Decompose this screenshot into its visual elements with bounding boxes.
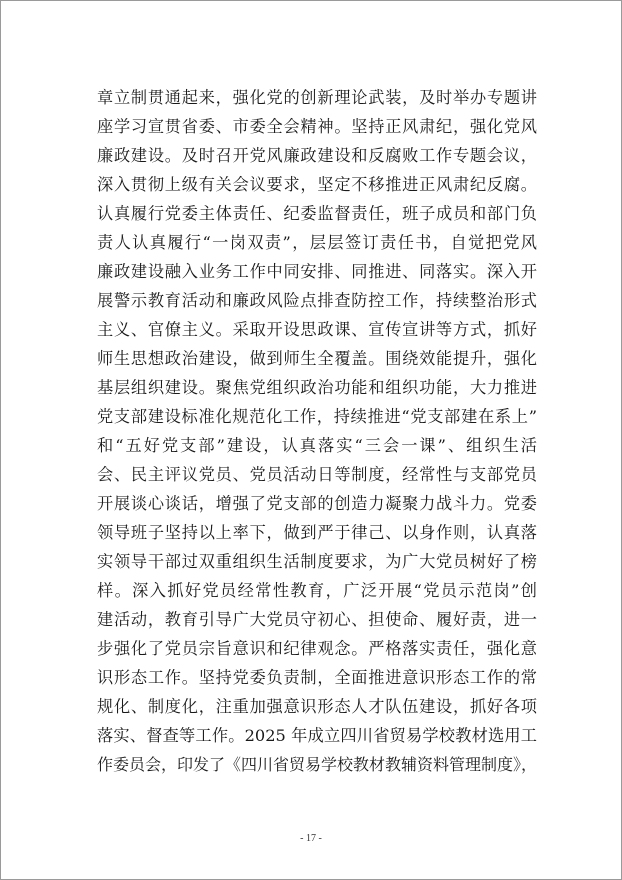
body-text (97, 83, 537, 779)
text-line: 党支部建设标准化规范化工作，持续推进“党支部建在系上” (97, 407, 537, 426)
page-number: - 17 - (300, 833, 322, 844)
text-line: 步强化了党员宗旨意识和纪律观念。严格落实责任，强化意 (97, 639, 537, 658)
text-line: 章立制贯通起来，强化党的创新理论武装，及时举办专题讲 (97, 88, 537, 107)
text-line: 作委员会，印发了《四川省贸易学校教材教辅资料管理制度》， (97, 755, 537, 774)
text-line: 主义、官僚主义。采取开设思政课、宣传宣讲等方式，抓好 (97, 320, 537, 339)
text-line: 实领导干部过双重组织生活制度要求，为广大党员树好了榜 (97, 552, 537, 571)
text-line: 廉政建设融入业务工作中同安排、同推进、同落实。深入开 (97, 262, 537, 281)
text-line: 会、民主评议党员、党员活动日等制度，经常性与支部党员 (97, 465, 537, 484)
text-line: 规化、制度化，注重加强意识形态人才队伍建设，抓好各项 (97, 697, 537, 716)
text-line: 领导班子坚持以上率下，做到严于律己、以身作则，认真落 (97, 523, 537, 542)
text-line: 基层组织建设。聚焦党组织政治功能和组织功能，大力推进 (97, 378, 537, 397)
text-line: 师生思想政治建设，做到师生全覆盖。围绕效能提升，强化 (97, 349, 537, 368)
text-line: 展警示教育活动和廉政风险点排查防控工作，持续整治形式 (97, 291, 537, 310)
text-line: 和“五好党支部”建设，认真落实“三会一课”、组织生活 (97, 436, 537, 455)
text-line: 深入贯彻上级有关会议要求，坚定不移推进正风肃纪反腐。 (97, 175, 537, 194)
text-line: 识形态工作。坚持党委负责制，全面推进意识形态工作的常 (97, 668, 537, 687)
text-line: 开展谈心谈话，增强了党支部的创造力凝聚力战斗力。党委 (97, 494, 537, 513)
text-line: 廉政建设。及时召开党风廉政建设和反腐败工作专题会议， (97, 146, 537, 165)
text-line: 座学习宣贯省委、市委全会精神。坚持正风肃纪，强化党风 (97, 117, 537, 136)
text-line: 责人认真履行“一岗双责”，层层签订责任书，自觉把党风 (97, 233, 537, 252)
text-line: 建活动，教育引导广大党员守初心、担使命、履好责，进一 (97, 610, 537, 629)
text-line: 认真履行党委主体责任、纪委监督责任，班子成员和部门负 (97, 204, 537, 223)
text-line: 样。深入抓好党员经常性教育，广泛开展“党员示范岗”创 (97, 581, 537, 600)
text-line: 落实、督查等工作。2025 年成立四川省贸易学校教材选用工 (97, 726, 537, 745)
